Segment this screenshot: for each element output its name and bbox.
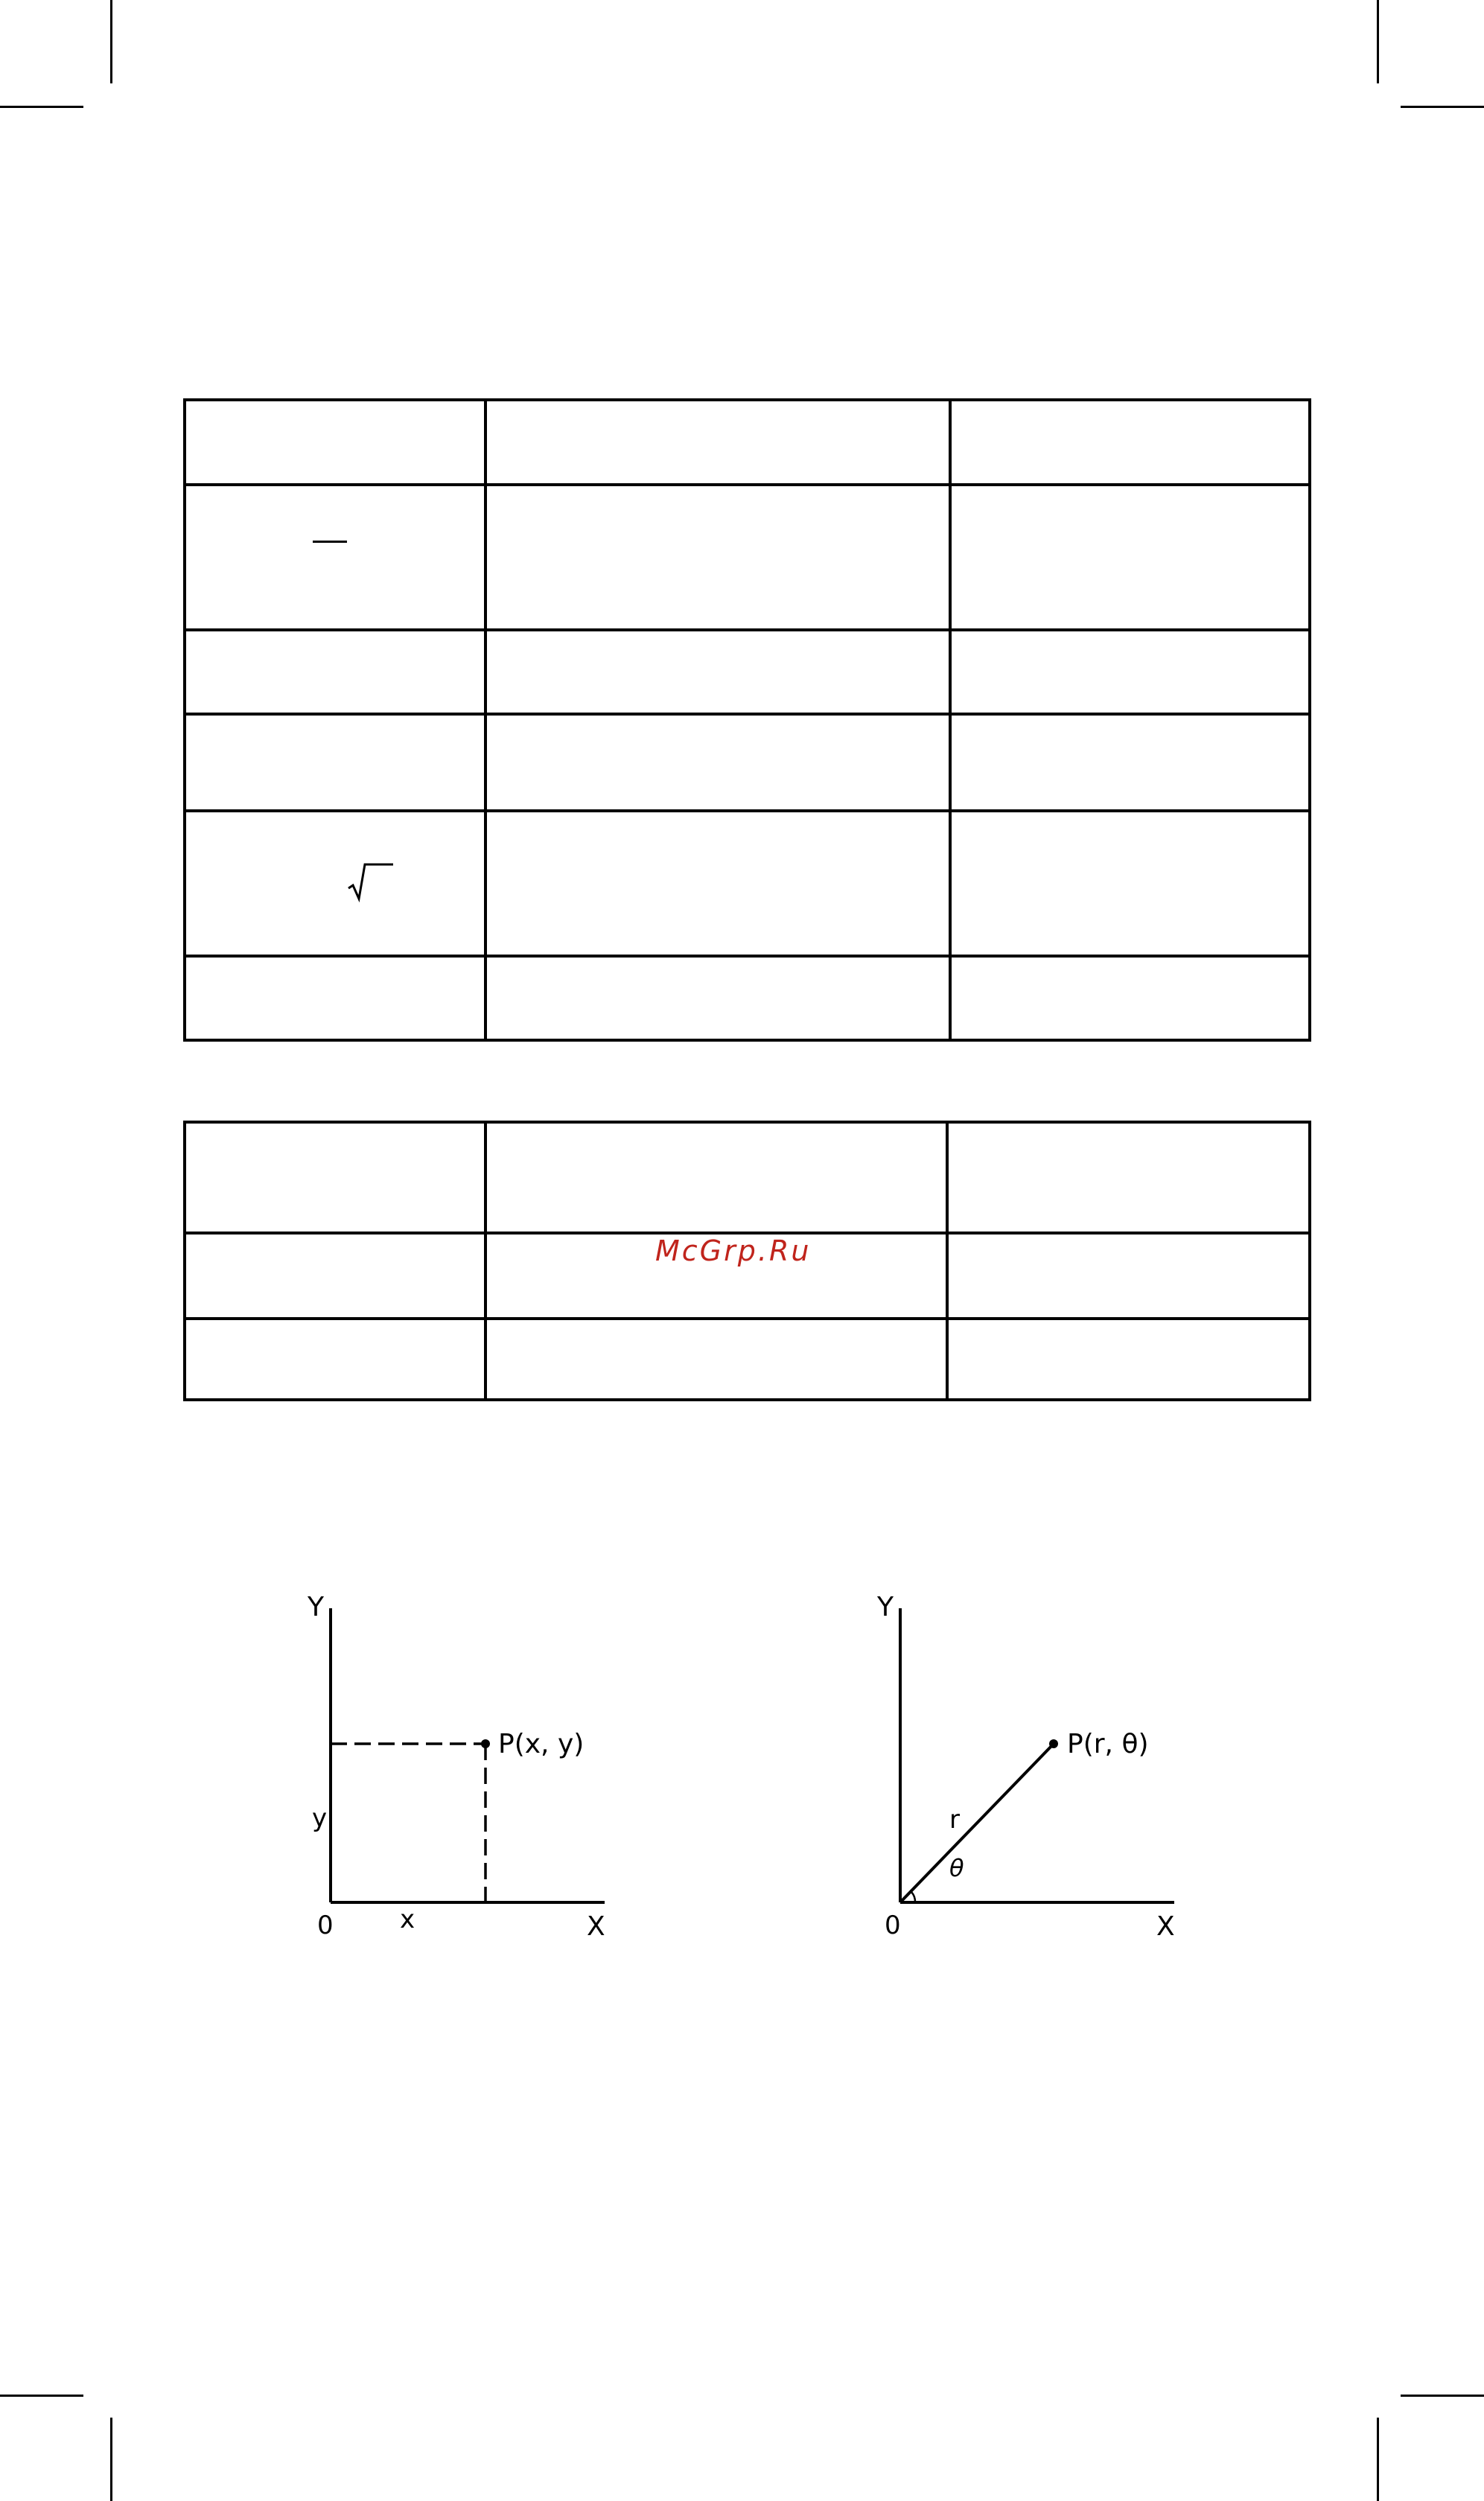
crop-mark-bottom-left-vertical — [110, 2418, 112, 2501]
crop-mark-top-right-horizontal — [1401, 106, 1484, 108]
table-1-row-divider-5 — [186, 955, 1308, 958]
table-2-column-divider-2 — [946, 1124, 949, 1398]
polar-point — [1049, 1739, 1058, 1748]
overbar-symbol — [313, 541, 347, 543]
crop-mark-top-left-horizontal — [0, 106, 83, 108]
polar-radius-line — [900, 1744, 1054, 1902]
polar-angle-arc — [911, 1892, 915, 1902]
table-2-bottom-right-underline — [994, 1398, 1247, 1401]
watermark-text: McGrp.Ru — [655, 1234, 812, 1267]
rect-y-axis-label: Y — [308, 1592, 324, 1622]
crop-mark-bottom-right-vertical — [1377, 2418, 1379, 2501]
polar-r-label: r — [949, 1805, 960, 1835]
crop-mark-top-right-vertical — [1377, 0, 1379, 83]
square-root-symbol — [344, 860, 396, 905]
table-1-row-divider-4 — [186, 809, 1308, 812]
polar-theta-label: θ — [949, 1854, 964, 1882]
table-1 — [183, 398, 1311, 1042]
table-1-row-divider-3 — [186, 713, 1308, 716]
rect-x-label: x — [400, 1905, 415, 1934]
crop-mark-bottom-right-horizontal — [1401, 2395, 1484, 2397]
table-1-row-divider-2 — [186, 628, 1308, 631]
rect-point — [481, 1739, 490, 1748]
table-1-row-divider-1 — [186, 483, 1308, 486]
rect-origin-label: 0 — [317, 1911, 334, 1940]
crop-mark-top-left-vertical — [110, 0, 112, 83]
rectangular-coordinates-diagram — [283, 1578, 640, 1943]
rect-y-label: y — [312, 1803, 328, 1833]
polar-y-axis-label: Y — [877, 1592, 894, 1622]
table-2-column-divider-1 — [484, 1124, 487, 1398]
polar-origin-label: 0 — [885, 1911, 901, 1940]
polar-x-axis-label: X — [1156, 1911, 1175, 1942]
polar-coordinates-diagram — [853, 1578, 1217, 1943]
crop-mark-bottom-left-horizontal — [0, 2395, 83, 2397]
table-1-column-divider-1 — [484, 401, 487, 1039]
table-2-row-divider-2 — [186, 1317, 1308, 1320]
rect-x-axis-label: X — [587, 1911, 605, 1942]
rect-point-label: P(x, y) — [498, 1729, 585, 1759]
polar-point-label: P(r, θ) — [1067, 1729, 1149, 1759]
table-1-column-divider-2 — [949, 401, 952, 1039]
table-1-bottom-right-underline — [994, 1039, 1247, 1041]
